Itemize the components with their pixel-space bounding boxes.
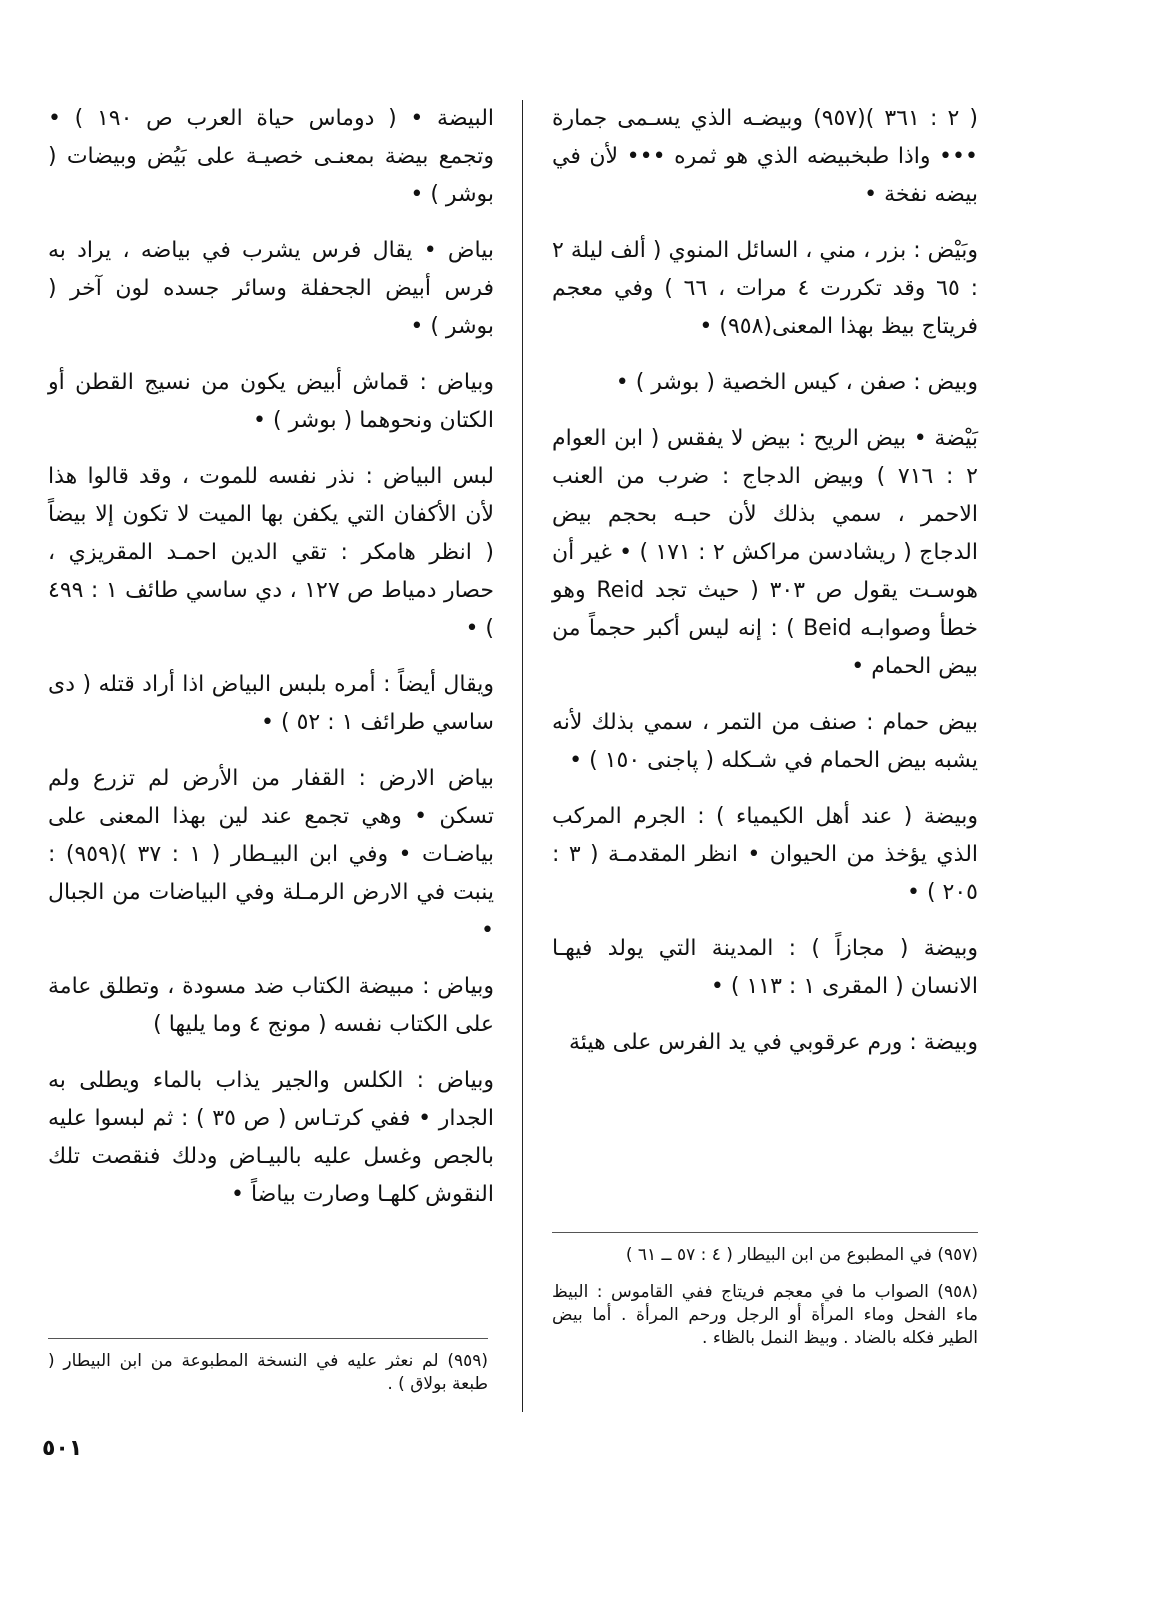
right-column (552, 100, 978, 1080)
paragraph: ويقال أيضاً : أمره بلبس البياض اذا أراد قتله ( دى ساسي طرائف ١ : ٥٢ ) • (48, 672, 494, 735)
paragraph: بَيْضة • بيض الريح : بيض لا يفقس ( ابن العوام ٢ : ٧١٦ ) وبيض الدجاج : ضرب من العنب الاحمر ، سمي بذلك لأن حبـه بحجم بيض الدجاج ( ريشادسن مراكش ٢ : ١٧١ ) • غير أن هوسـت يقول ص ٣٠٣ ( حيث تجد Reid وهو خطأ وصوابـه Beid ) : إنه ليس أكبر حجماً من بيض الحمام • (552, 426, 978, 679)
footnotes-right (552, 1244, 978, 1364)
page-number: ٥٠١ (42, 1436, 83, 1461)
footnote: (٩٥٨) الصواب ما في معجم فريتاج ففي القاموس : البيظ ماء الفحل وماء المرأة أو الرجل ورحم المرأة . أما بيض الطير فكله بالضاد . وبيظ النمل بالظاء . (552, 1282, 978, 1348)
column-divider (522, 100, 523, 1412)
paragraph: وبَيْض : بزر ، مني ، السائل المنوي ( ألف ليلة ٢ : ٦٥ وقد تكررت ٤ مرات ، ٦٦ ) وفي معجم فريتاج بيظ بهذا المعنى(٩٥٨) • (552, 238, 979, 339)
paragraph: وبيضة ( عند أهل الكيمياء ) : الجرم المركب الذي يؤخذ من الحيوان • انظر المقدمـة ( ٣ : ٢٠٥ ) • (552, 804, 979, 905)
paragraph: وبيضة : ورم عرقوبي في يد الفرس على هيئة (569, 1030, 978, 1055)
paragraph: وبيض : صفن ، كيس الخصية ( بوشر ) • (615, 370, 978, 395)
paragraph: لبس البياض : نذر نفسه للموت ، وقد قالوا هذا لأن الأكفان التي يكفن بها الميت لا تكون إلا بيضاً ( انظر هامكر : تقي الدين احمـد المقريزي ، حصار دمياط ص ١٢٧ ، دي ساسي طائف ١ : ٤٩٩ ) • (48, 464, 494, 641)
footnote: (٩٥٧) في المطبوع من ابن البيطار ( ٤ : ٥٧ ــ ٦١ ) (625, 1245, 978, 1265)
paragraph: بيض حمام : صنف من التمر ، سمي بذلك لأنه يشبه بيض الحمام في شـكله ( پاجنى ١٥٠ ) • (552, 710, 978, 773)
paragraph: وبياض : الكلس والجير يذاب بالماء ويطلى به الجدار • ففي كرتـاس ( ص ٣٥ ) : ثم لبسوا عليه بالجص وغسل عليه بالبيـاض ودلك فنقصت تلك النقوش كلهـا وصارت بياضاً • (48, 1068, 495, 1207)
paragraph: وبياض : قماش أبيض يكون من نسيج القطن أو الكتان ونحوهما ( بوشر ) • (48, 370, 494, 433)
paragraph: بياض الارض : القفار من الأرض لم تزرع ولم تسكن • وهي تجمع عند لين بهذا المعنى على بياضـات • وفي ابن البيـطار ( ١ : ٣٧ )(٩٥٩) : ينبت في الارض الرمـلة وفي البياضات من الجبال • (48, 766, 494, 943)
paragraph: وبياض : مبيضة الكتاب ضد مسودة ، وتطلق عامة على الكتاب نفسه ( مونج ٤ وما يليها ) (48, 974, 494, 1037)
paragraph: ( ٢ : ٣٦١ )(٩٥٧) وبيضـه الذي يسـمى جمارة ••• واذا طبخبيضه الذي هو ثمره ••• لأن في بيضه نفخة • (552, 106, 978, 207)
paragraph: وبيضة ( مجازاً ) : المدينة التي يولد فيهـا الانسان ( المقرى ١ : ١١٣ ) • (552, 936, 978, 999)
footnote-rule-left (48, 1338, 488, 1339)
paragraph: البيضة • ( دوماس حياة العرب ص ١٩٠ ) • وتجمع بيضة بمعنـى خصيـة على بَيُض وبيضات ( بوشر ) • (48, 106, 495, 207)
footnote: (٩٥٩) لم نعثر عليه في النسخة المطبوعة من ابن البيطار ( طبعة بولاق ) . (48, 1351, 488, 1394)
left-column (48, 100, 494, 1232)
paragraph: بياض • يقال فرس يشرب في بياضه ، يراد به فرس أبيض الجحفلة وسائر جسده لون آخر ( بوشر ) • (48, 238, 494, 339)
footnotes-left (48, 1350, 488, 1410)
footnote-rule-right (552, 1232, 978, 1233)
